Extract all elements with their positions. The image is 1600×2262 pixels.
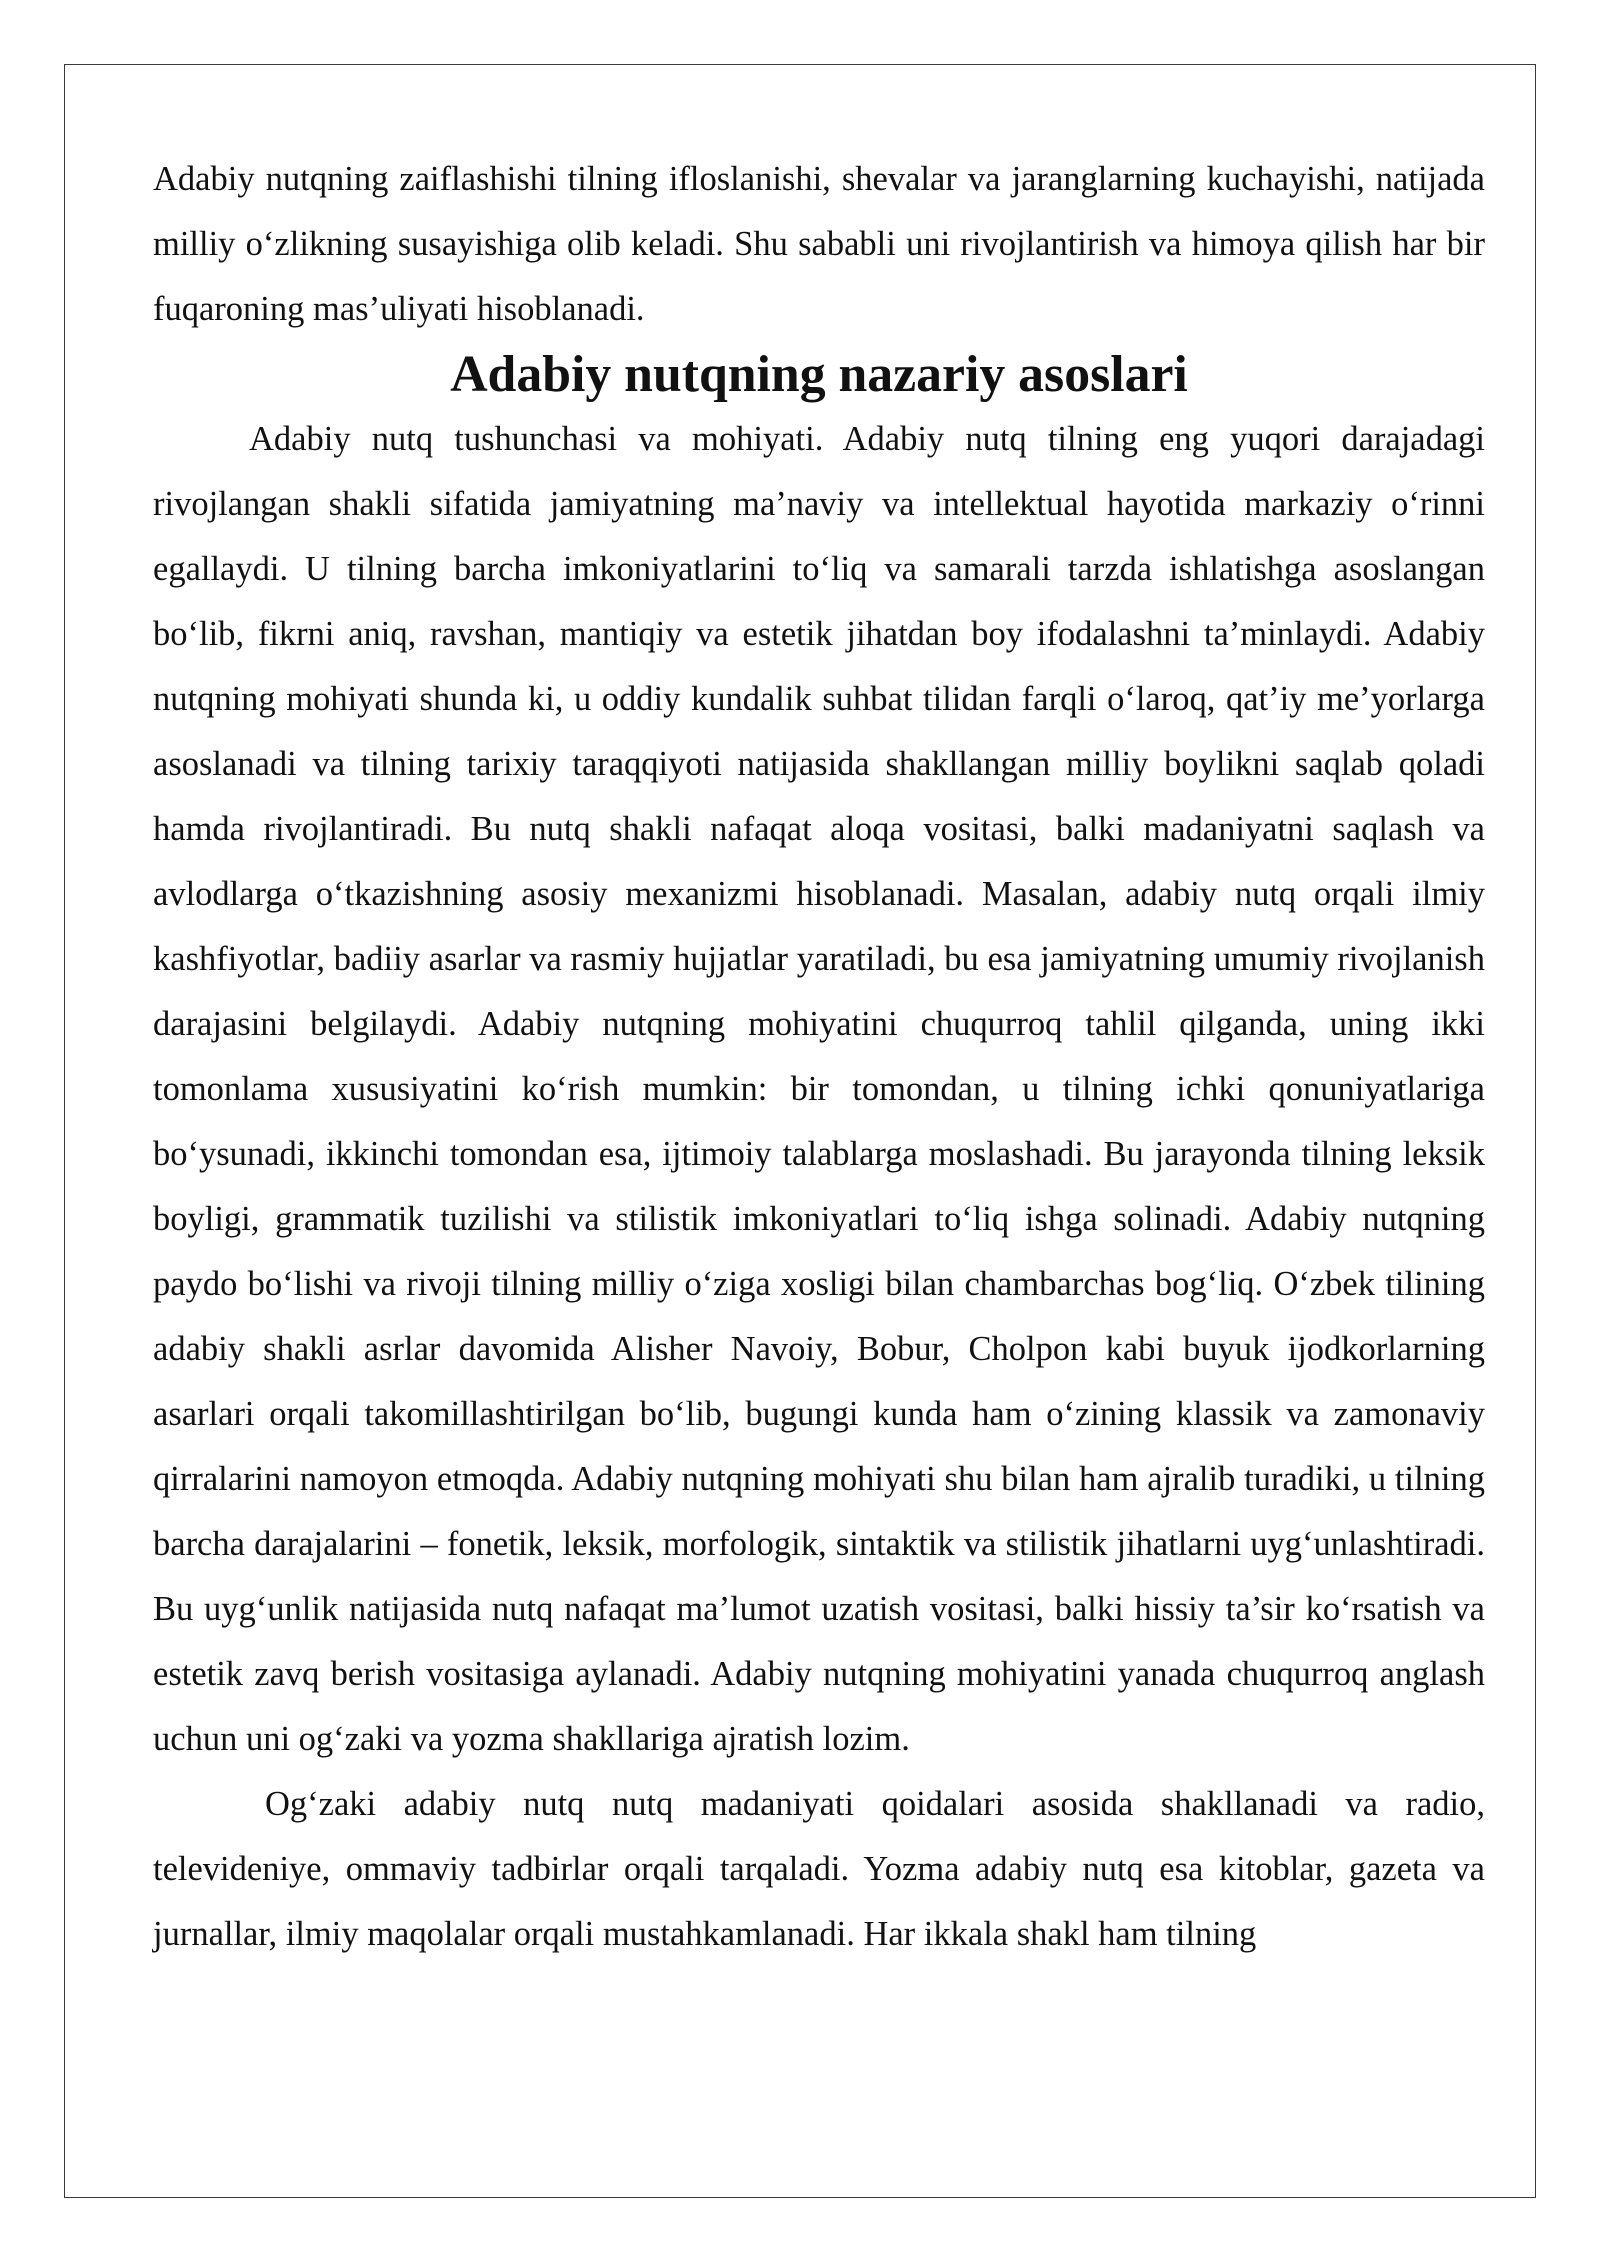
closing-paragraph: Og‘zaki adabiy nutq nutq madaniyati qoidalari asosida shakllanadi va radio, televideniye, ommaviy tadbirlar orqali tarqaladi. Yozma adabiy nutq esa kitoblar, gazeta va jurnallar, ilmiy maqolalar orqali mustahkamlanadi. Har ikkala shakl ham tilning [153,1785,1485,1953]
main-paragraph: Adabiy nutq tushunchasi va mohiyati. Adabiy nutq tilning eng yuqori darajadagi rivojlangan shakli sifatida jamiyatning ma’naviy va intellektual hayotida markaziy o‘rinni egallaydi. U tilning barcha imkoniyatlarini to‘liq va samarali tarzda ishlatishga asoslangan bo‘lib, fikrni aniq, ravshan, mantiqiy va estetik jihatdan boy ifodalashni ta’minlaydi. Adabiy nutqning mohiyati shunda ki, u oddiy kundalik suhbat tilidan farqli o‘laroq, qat’iy me’yorlarga asoslanadi va tilning tarixiy taraqqiyoti natijasida shakllangan milliy boylikni saqlab qoladi hamda rivojlantiradi. Bu nutq shakli nafaqat aloqa vositasi, balki madaniyatni saqlash va avlodlarga o‘tkazishning asosiy mexanizmi hisoblanadi. Masalan, adabiy nutq orqali ilmiy kashfiyotlar, badiiy asarlar va rasmiy hujjatlar yaratiladi, bu esa jamiyatning umumiy rivojlanish darajasini belgilaydi. Adabiy nutqning mohiyatini chuqurroq tahlil qilganda, uning ikki tomonlama xususiyatini ko‘rish mumkin: bir tomondan, u tilning ichki qonuniyatlariga bo‘ysunadi, ikkinchi tomondan esa, ijtimoiy talablarga moslashadi. Bu jarayonda tilning leksik boyligi, grammatik tuzilishi va stilistik imkoniyatlari to‘liq ishga solinadi. Adabiy nutqning paydo bo‘lishi va rivoji tilning milliy o‘ziga xosligi bilan chambarchas bog‘liq. O‘zbek tilining adabiy shakli asrlar davomida Alisher Navoiy, Bobur, Cholpon kabi buyuk ijodkorlarning asarlari orqali takomillashtirilgan bo‘lib, bugungi kunda ham o‘zining klassik va zamonaviy qirralarini namoyon etmoqda. Adabiy nutqning mohiyati shu bilan ham ajralib turadiki, u tilning barcha darajalarini – fonetik, leksik, morfologik, sintaktik va stilistik jihatlarni uyg‘unlashtiradi. Bu uyg‘unlik natijasida nutq nafaqat ma’lumot uzatish vositasi, balki hissiy ta’sir ko‘rsatish va estetik zavq berish vositasiga aylanadi. Adabiy nutqning mohiyatini yanada chuqurroq anglash uchun uni og‘zaki va yozma shakllariga ajratish lozim. [153,420,1485,1758]
section-heading: Adabiy nutqning nazariy asoslari [450,346,1188,403]
intro-paragraph: Adabiy nutqning zaiflashishi tilning ifloslanishi, shevalar va jaranglarning kuchayishi, natijada milliy o‘zlikning susayishiga olib keladi. Shu sababli uni rivojlantirish va himoya qilish har bir fuqaroning mas’uliyati hisoblanadi. [153,160,1485,328]
document-body [153,147,1485,1967]
